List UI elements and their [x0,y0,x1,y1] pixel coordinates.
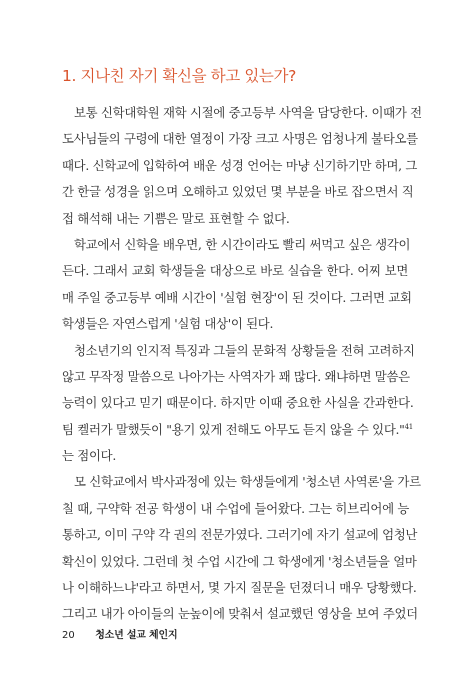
paragraph-line: 그리고 내가 아이들의 눈높이에 맞춰서 설교했던 영상을 보여 주었더 [62,606,418,622]
body-text [62,100,422,628]
paragraph-line: 학생들은 자연스럽게 '실험 대상'이 된다. [62,316,274,332]
paragraph-line: 않고 무작정 말씀으로 나아가는 사역자가 꽤 많다. 왜냐하면 말씀은 [62,368,410,384]
paragraph-line-with-footnote [62,417,413,443]
paragraph-line: 칠 때, 구약학 전공 학생이 내 수업에 들어왔다. 그는 히브리어에 능 [62,500,410,516]
paragraph-line: 도사님들의 구령에 대한 열정이 가장 크고 사명은 엄청나게 불타오를 [62,131,418,147]
paragraph-line: 보통 신학대학원 재학 시절에 중고등부 사역을 담당한다. 이때가 전 [74,105,422,120]
paragraph-line: 간 한글 성경을 읽으며 오해하고 있었던 몇 부분을 바로 잡으면서 직 [62,184,414,200]
running-title: 청소년 설교 체인지 [95,630,178,641]
paragraph-line: 나 이해하느냐'라고 하면서, 몇 가지 질문을 던졌더니 매우 당황했다. [62,580,417,596]
paragraph-line: 능력이 있다고 믿기 때문이다. 하지만 이때 중요한 사실을 간과한다. [62,395,414,411]
paragraph-line: 매 주일 중고등부 예배 시간이 '실험 현장'이 된 것이다. 그러면 교회 [62,289,412,305]
paragraph-line: 통하고, 이미 구약 각 권의 전문가였다. 그러기에 자기 설교에 엄청난 [62,527,418,543]
paragraph-line: 든다. 그래서 교회 학생들을 대상으로 바로 실습을 한다. 어찌 보면 [62,263,408,279]
footnote-ref: 41 [404,422,413,431]
section-heading: 1. 지나친 자기 확신을 하고 있는가? [62,67,296,85]
paragraph-line: 모 신학교에서 박사과정에 있는 학생들에게 '청소년 사역론'을 가르 [74,474,421,490]
paragraph-line: 는 점이다. [62,448,116,464]
paragraph-line: 학교에서 신학을 배우면, 한 시간이라도 빨리 써먹고 싶은 생각이 [74,236,411,252]
page-number: 20 [62,630,75,641]
paragraph-line: 접 해석해 내는 기쁨은 말로 표현할 수 없다. [62,210,290,226]
paragraph-line-text: 팀 켈러가 말했듯이 "용기 있게 전해도 아무도 듣지 않을 수 있다." [62,421,405,437]
paragraph-line: 청소년기의 인지적 특징과 그들의 문화적 상황들을 전혀 고려하지 [74,342,415,358]
page-footer [62,626,177,641]
paragraph-line: 때다. 신학교에 입학하여 배운 성경 언어는 마냥 신기하기만 하며, 그 [62,157,418,173]
paragraph-line: 확신이 있었다. 그런데 첫 수업 시간에 그 학생에게 '청소년들을 얼마 [62,553,417,569]
